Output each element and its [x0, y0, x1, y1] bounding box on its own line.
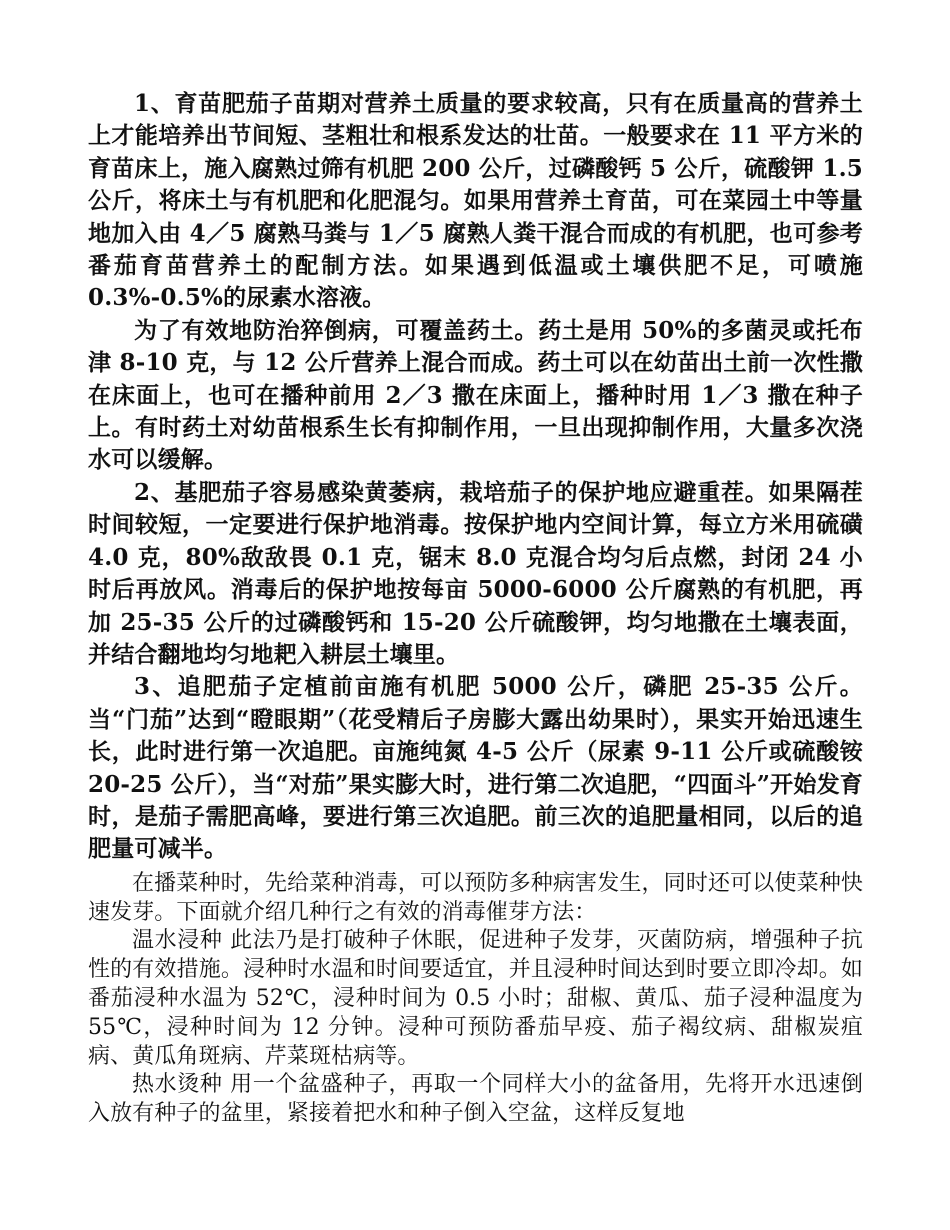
paragraph-seed-disinfection-intro: 在播菜种时，先给菜种消毒，可以预防多种病害发生，同时还可以使菜种快速发芽。下面就介绍几种行之有效的消毒催芽方法： [88, 870, 863, 925]
document-body [88, 88, 863, 1129]
paragraph-seedling-fertilizer: 1、育苗肥茄子苗期对营养土质量的要求较高，只有在质量高的营养土上才能培养出节间短、茎粗壮和根系发达的壮苗。一般要求在 11 平方米的育苗床上，施入腐熟过筛有机肥 200 公斤，过磷酸钙 5 公斤，硫酸钾 1.5 公斤，将床土与有机肥和化肥混匀。如果用营养土育苗，可在菜园土中等量地加入由 4／5 腐熟马粪与 1／5 腐熟人粪干混合而成的有机肥，也可参考番茄育苗营养土的配制方法。如果遇到低温或土壤供肥不足，可喷施 0.3%-0.5%的尿素水溶液。 [88, 90, 863, 312]
paragraph-medicated-soil: 为了有效地防治猝倒病，可覆盖药土。药土是用 50%的多菌灵或托布津 8-10 克，与 12 公斤营养上混合而成。药土可以在幼苗出土前一次性撒在床面上，也可在播种前用 2／3 撒在床面上，播种时用 1／3 撒在种子上。有时药土对幼苗根系生长有抑制作用，一旦出现抑制作用，大量多次浇水可以缓解。 [88, 316, 863, 474]
paragraph-warm-water-soaking: 温水浸种 此法乃是打破种子休眠，促进种子发芽，灭菌防病，增强种子抗性的有效措施。浸种时水温和时间要适宜，并且浸种时间达到时要立即冷却。如番茄浸种水温为 52℃，浸种时间为 0.5 小时；甜椒、黄瓜、茄子浸种温度为 55℃，浸种时间为 12 分钟。浸种可预防番茄早疫、茄子褐纹病、甜椒炭疽病、黄瓜角斑病、芹菜斑枯病等。 [88, 928, 863, 1069]
paragraph-top-dressing: 3、追肥茄子定植前亩施有机肥 5000 公斤，磷肥 25-35 公斤。当“门茄”达到“瞪眼期”（花受精后子房膨大露出幼果时），果实开始迅速生长，此时进行第一次追肥。亩施纯氮 4-5 公斤（尿素 9-11 公斤或硫酸铵 20-25 公斤），当“对茄”果实膨大时，进行第二次追肥，“四面斗”开始发育时，是茄子需肥高峰，要进行第三次追肥。前三次的追肥量相同，以后的追肥量可减半。 [88, 673, 863, 863]
paragraph-base-fertilizer: 2、基肥茄子容易感染黄萎病，栽培茄子的保护地应避重茬。如果隔茬时间较短，一定要进行保护地消毒。按保护地内空间计算，每立方米用硫磺 4.0 克，80%敌敌畏 0.1 克，锯末 8.0 克混合均匀后点燃，封闭 24 小时后再放风。消毒后的保护地按每亩 5000-6000 公斤腐熟的有机肥，再加 25-35 公斤的过磷酸钙和 15-20 公斤硫酸钾，均匀地撒在土壤表面，并结合翻地均匀地耙入耕层土壤里。 [88, 478, 863, 668]
paragraph-hot-water-scalding: 热水烫种 用一个盆盛种子，再取一个同样大小的盆备用，先将开水迅速倒入放有种子的盆里，紧接着把水和种子倒入空盆，这样反复地 [88, 1072, 863, 1127]
